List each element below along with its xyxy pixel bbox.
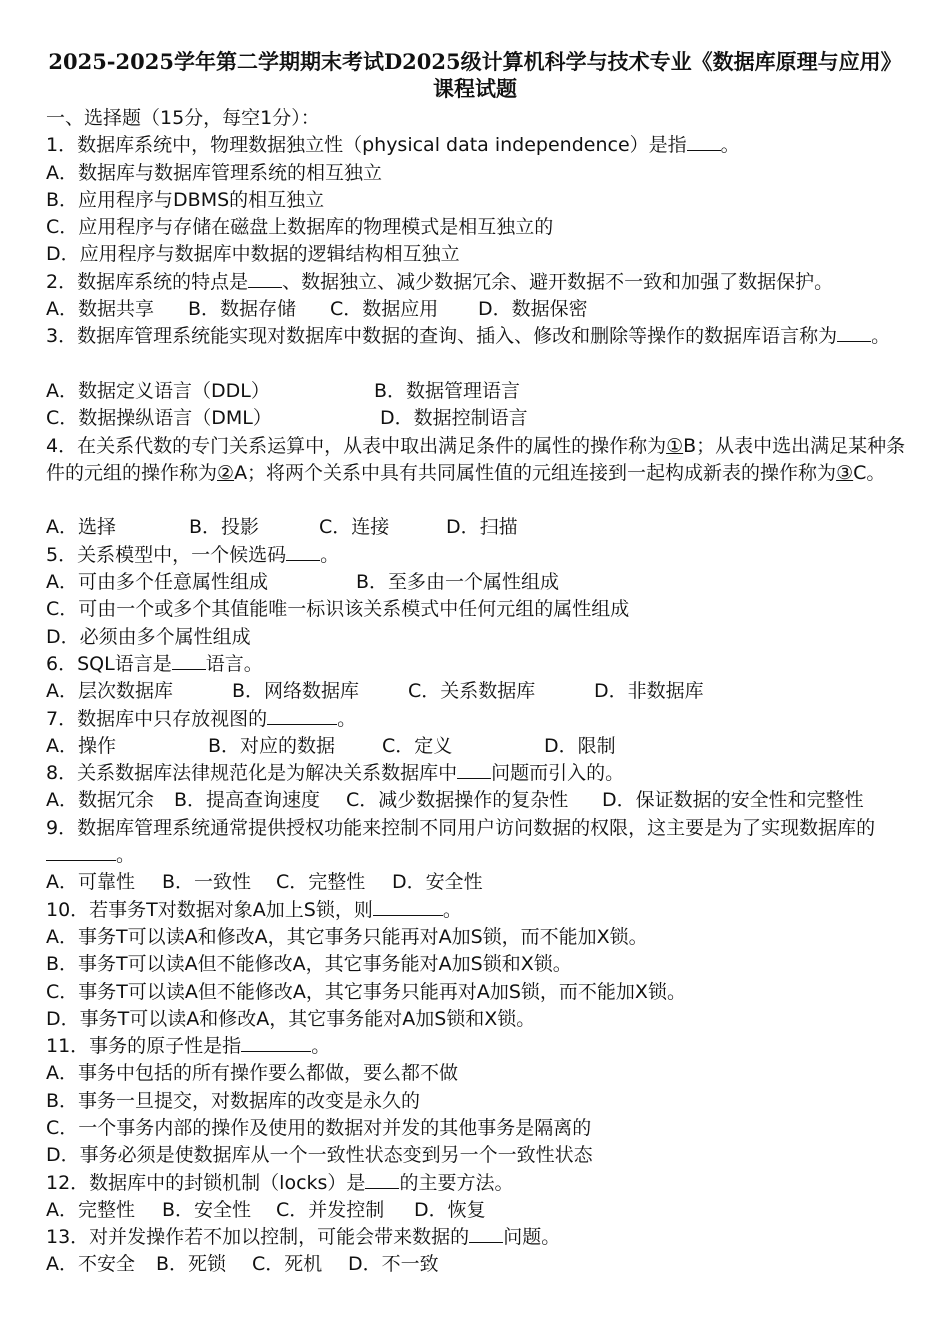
question-5: 5．关系模型中，一个候选码 。	[46, 543, 340, 566]
q7-options	[46, 733, 908, 760]
q11-option-c: C．一个事务内部的操作及使用的数据对并发的其他事务是隔离的	[46, 1116, 592, 1139]
q1-option-a: A．数据库与数据库管理系统的相互独立	[46, 161, 382, 184]
q6-option-b: B．网络数据库	[232, 680, 360, 703]
q2-option-d: D．数据保密	[478, 298, 588, 321]
q2-option-b: B．数据存储	[188, 298, 297, 321]
q2-option-a: A．数据共享	[46, 298, 154, 321]
q12-option-c: C．并发控制	[276, 1198, 385, 1221]
q8-option-a: A．数据冗余	[46, 789, 154, 812]
q8-option-c: C．减少数据操作的复杂性	[346, 789, 569, 812]
q5-option-a: A．可由多个任意属性组成	[46, 571, 268, 594]
blank-marker-2: ②	[217, 461, 235, 484]
q3-options-row2	[46, 405, 908, 432]
answer-blank	[469, 1241, 503, 1243]
q9-option-c: C．完整性	[276, 871, 366, 894]
q2-option-c: C．数据应用	[330, 298, 439, 321]
q12-option-a: A．完整性	[46, 1198, 135, 1221]
q7-option-c: C．定义	[382, 734, 453, 757]
q13-option-d: D．不一致	[348, 1253, 439, 1276]
q3-options-row1	[46, 378, 908, 405]
question-3: 3．数据库管理系统能实现对数据库中数据的查询、插入、修改和删除等操作的数据库语言称为 。	[46, 325, 891, 348]
q1-option-b: B．应用程序与DBMS的相互独立	[46, 188, 325, 211]
answer-blank	[373, 914, 443, 916]
answer-blank	[248, 286, 282, 288]
q5-option-c: C．可由一个或多个其值能唯一标识该关系模式中任何元组的属性组成	[46, 598, 630, 621]
exam-title: 2025-2025学年第二学期期末考试D2025级计算机科学与技术专业《数据库原理与应用》课程试题	[48, 49, 902, 101]
q12-option-d: D．恢复	[414, 1198, 486, 1221]
q2-options	[46, 296, 908, 323]
q9-option-d: D．安全性	[392, 871, 483, 894]
q4-options	[46, 514, 908, 541]
q12-options	[46, 1197, 908, 1224]
question-9: 9．数据库管理系统通常提供授权功能来控制不同用户访问数据的权限，这主要是为了实现数据库的。	[46, 816, 876, 867]
q3-option-b: B．数据管理语言	[374, 379, 521, 402]
answer-blank	[241, 1050, 311, 1052]
q5-option-b: B．至多由一个属性组成	[356, 571, 560, 594]
q5-option-d: D．必须由多个属性组成	[46, 625, 251, 648]
q9-options	[46, 869, 908, 896]
q6-options	[46, 678, 908, 705]
question-6: 6．SQL语言是 语言。	[46, 652, 263, 675]
blank-marker-1: ①	[666, 434, 684, 457]
q4-option-b: B．投影	[189, 516, 260, 539]
q10-option-d: D．事务T可以读A和修改A，其它事务能对A加S锁和X锁。	[46, 1007, 536, 1030]
q11-option-d: D．事务必须是使数据库从一个一致性状态变到另一个一致性状态	[46, 1144, 593, 1167]
q3-option-d: D．数据控制语言	[380, 407, 528, 430]
question-7: 7．数据库中只存放视图的 。	[46, 707, 357, 730]
q13-option-c: C．死机	[252, 1253, 323, 1276]
q4-option-c: C．连接	[319, 516, 390, 539]
answer-blank	[286, 559, 320, 561]
q6-option-d: D．非数据库	[594, 680, 704, 703]
q9-option-a: A．可靠性	[46, 871, 135, 894]
q1-option-c: C．应用程序与存储在磁盘上数据库的物理模式是相互独立的	[46, 216, 554, 239]
q1-option-d: D．应用程序与数据库中数据的逻辑结构相互独立	[46, 243, 460, 266]
q10-option-c: C．事务T可以读A但不能修改A，其它事务只能再对A加S锁，而不能加X锁。	[46, 980, 686, 1003]
q7-option-a: A．操作	[46, 734, 116, 757]
answer-blank	[457, 777, 491, 779]
answer-blank	[172, 668, 206, 670]
q4-option-d: D．扫描	[446, 516, 518, 539]
question-8: 8．关系数据库法律规范化是为解决关系数据库中 问题而引入的。	[46, 762, 625, 785]
q6-option-a: A．层次数据库	[46, 680, 173, 703]
q8-option-d: D．保证数据的安全性和完整性	[602, 789, 864, 812]
question-11: 11．事务的原子性是指 。	[46, 1035, 331, 1058]
q12-option-b: B．安全性	[162, 1198, 252, 1221]
answer-blank	[46, 859, 116, 861]
q10-option-b: B．事务T可以读A但不能修改A，其它事务能对A加S锁和X锁。	[46, 953, 572, 976]
answer-blank	[365, 1187, 399, 1189]
q13-option-a: A．不安全	[46, 1253, 135, 1276]
answer-blank	[837, 340, 871, 342]
answer-blank	[687, 149, 721, 151]
q13-options	[46, 1251, 908, 1278]
q6-option-c: C．关系数据库	[408, 680, 536, 703]
q3-option-c: C．数据操纵语言（DML）	[46, 407, 272, 430]
q7-option-d: D．限制	[544, 734, 616, 757]
question-1: 1．数据库系统中，物理数据独立性（physical data independence）是指 。	[46, 134, 740, 157]
q11-option-a: A．事务中包括的所有操作要么都做，要么都不做	[46, 1062, 458, 1085]
q5-options-row1	[46, 569, 908, 596]
question-13: 13．对并发操作若不加以控制，可能会带来数据的 问题。	[46, 1226, 561, 1249]
q8-options	[46, 787, 908, 814]
q7-option-b: B．对应的数据	[208, 734, 336, 757]
blank-marker-3: ③	[836, 461, 854, 484]
q4-option-a: A．选择	[46, 516, 116, 539]
question-10: 10．若事务T对数据对象A加上S锁，则 。	[46, 898, 462, 921]
question-4: 4．在关系代数的专门关系运算中，从表中取出满足条件的属性的操作称为①B；从表中选出满足某种条件的元组的操作称为②A；将两个关系中具有共同属性值的元组连接到一起构成新表的操作称为③C。	[46, 434, 906, 484]
question-2: 2．数据库系统的特点是 、数据独立、减少数据冗余、避开数据不一致和加强了数据保护。	[46, 270, 834, 293]
exam-content	[46, 105, 908, 1279]
question-12: 12．数据库中的封锁机制（locks）是 的主要方法。	[46, 1171, 514, 1194]
q11-option-b: B．事务一旦提交，对数据库的改变是永久的	[46, 1089, 421, 1112]
q13-option-b: B．死锁	[156, 1253, 227, 1276]
answer-blank	[267, 723, 337, 725]
q3-option-a: A．数据定义语言（DDL）	[46, 379, 270, 402]
q9-option-b: B．一致性	[162, 871, 252, 894]
q8-option-b: B．提高查询速度	[174, 789, 321, 812]
q10-option-a: A．事务T可以读A和修改A，其它事务只能再对A加S锁，而不能加X锁。	[46, 925, 648, 948]
section-heading: 一、选择题（15分，每空1分）：	[46, 107, 320, 129]
